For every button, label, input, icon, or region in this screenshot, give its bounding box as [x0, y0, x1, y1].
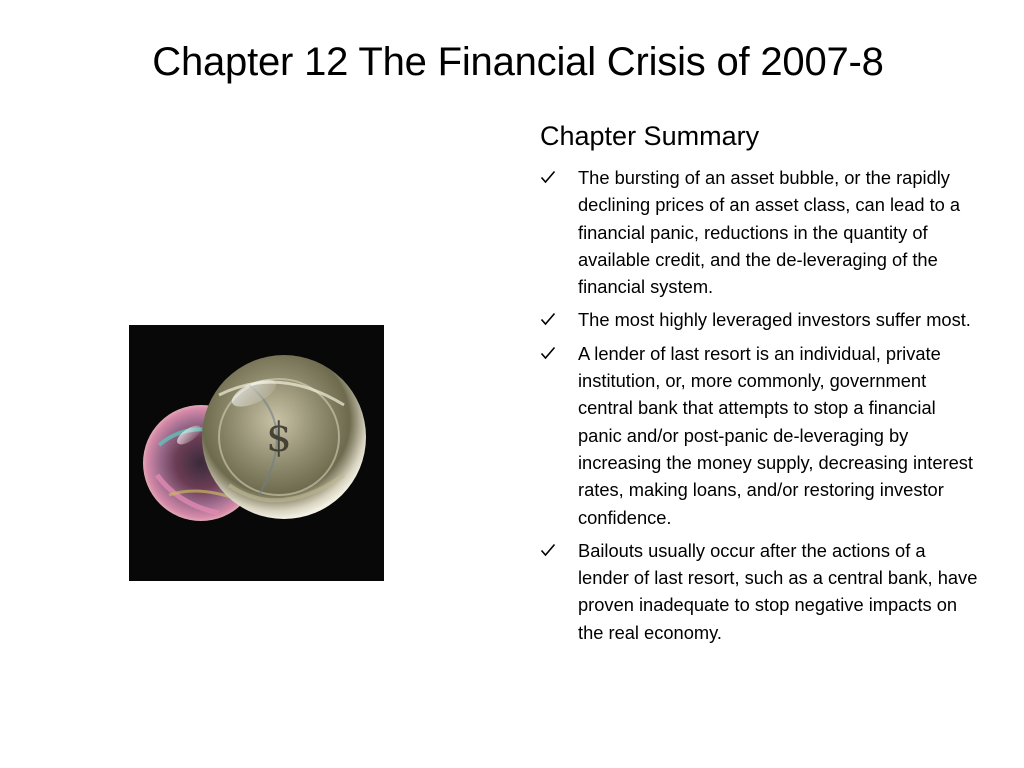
summary-bullet-text: The bursting of an asset bubble, or the rapidly declining prices of an asset class, can lead to a financial panic, reductions in the quantity of available credit, and the de-leveraging of the financial system. — [578, 167, 961, 298]
summary-bullet — [540, 537, 980, 646]
summary-heading: Chapter Summary — [540, 121, 760, 151]
checkmark-icon — [540, 340, 560, 367]
summary-bullet-text: The most highly leveraged investors suffer most. — [578, 309, 971, 331]
checkmark-icon — [540, 164, 560, 191]
svg-text:$: $ — [266, 415, 292, 461]
summary-content — [540, 120, 980, 652]
checkmark-icon — [540, 306, 560, 333]
summary-list — [540, 164, 980, 646]
bubbles-illustration — [129, 325, 384, 581]
bubbles-photo — [129, 325, 384, 581]
summary-bullet-text: Bailouts usually occur after the actions of a lender of last resort, such as a central bank, have proven inadequate to stop negative impacts on the real economy. — [578, 539, 978, 643]
summary-bullet — [540, 340, 980, 531]
slide-title: Chapter 12 The Financial Crisis of 2007-8 — [152, 40, 884, 84]
checkmark-icon — [540, 537, 560, 564]
summary-bullet — [540, 164, 980, 300]
summary-bullet-text: A lender of last resort is an individual, private institution, or, more commonly, government central bank that attempts to stop a financial panic and/or post-panic de-leveraging by increasing the money supply, decreasing interest rates, making loans, and/or restoring investor confidence. — [578, 342, 973, 528]
summary-bullet — [540, 306, 980, 333]
